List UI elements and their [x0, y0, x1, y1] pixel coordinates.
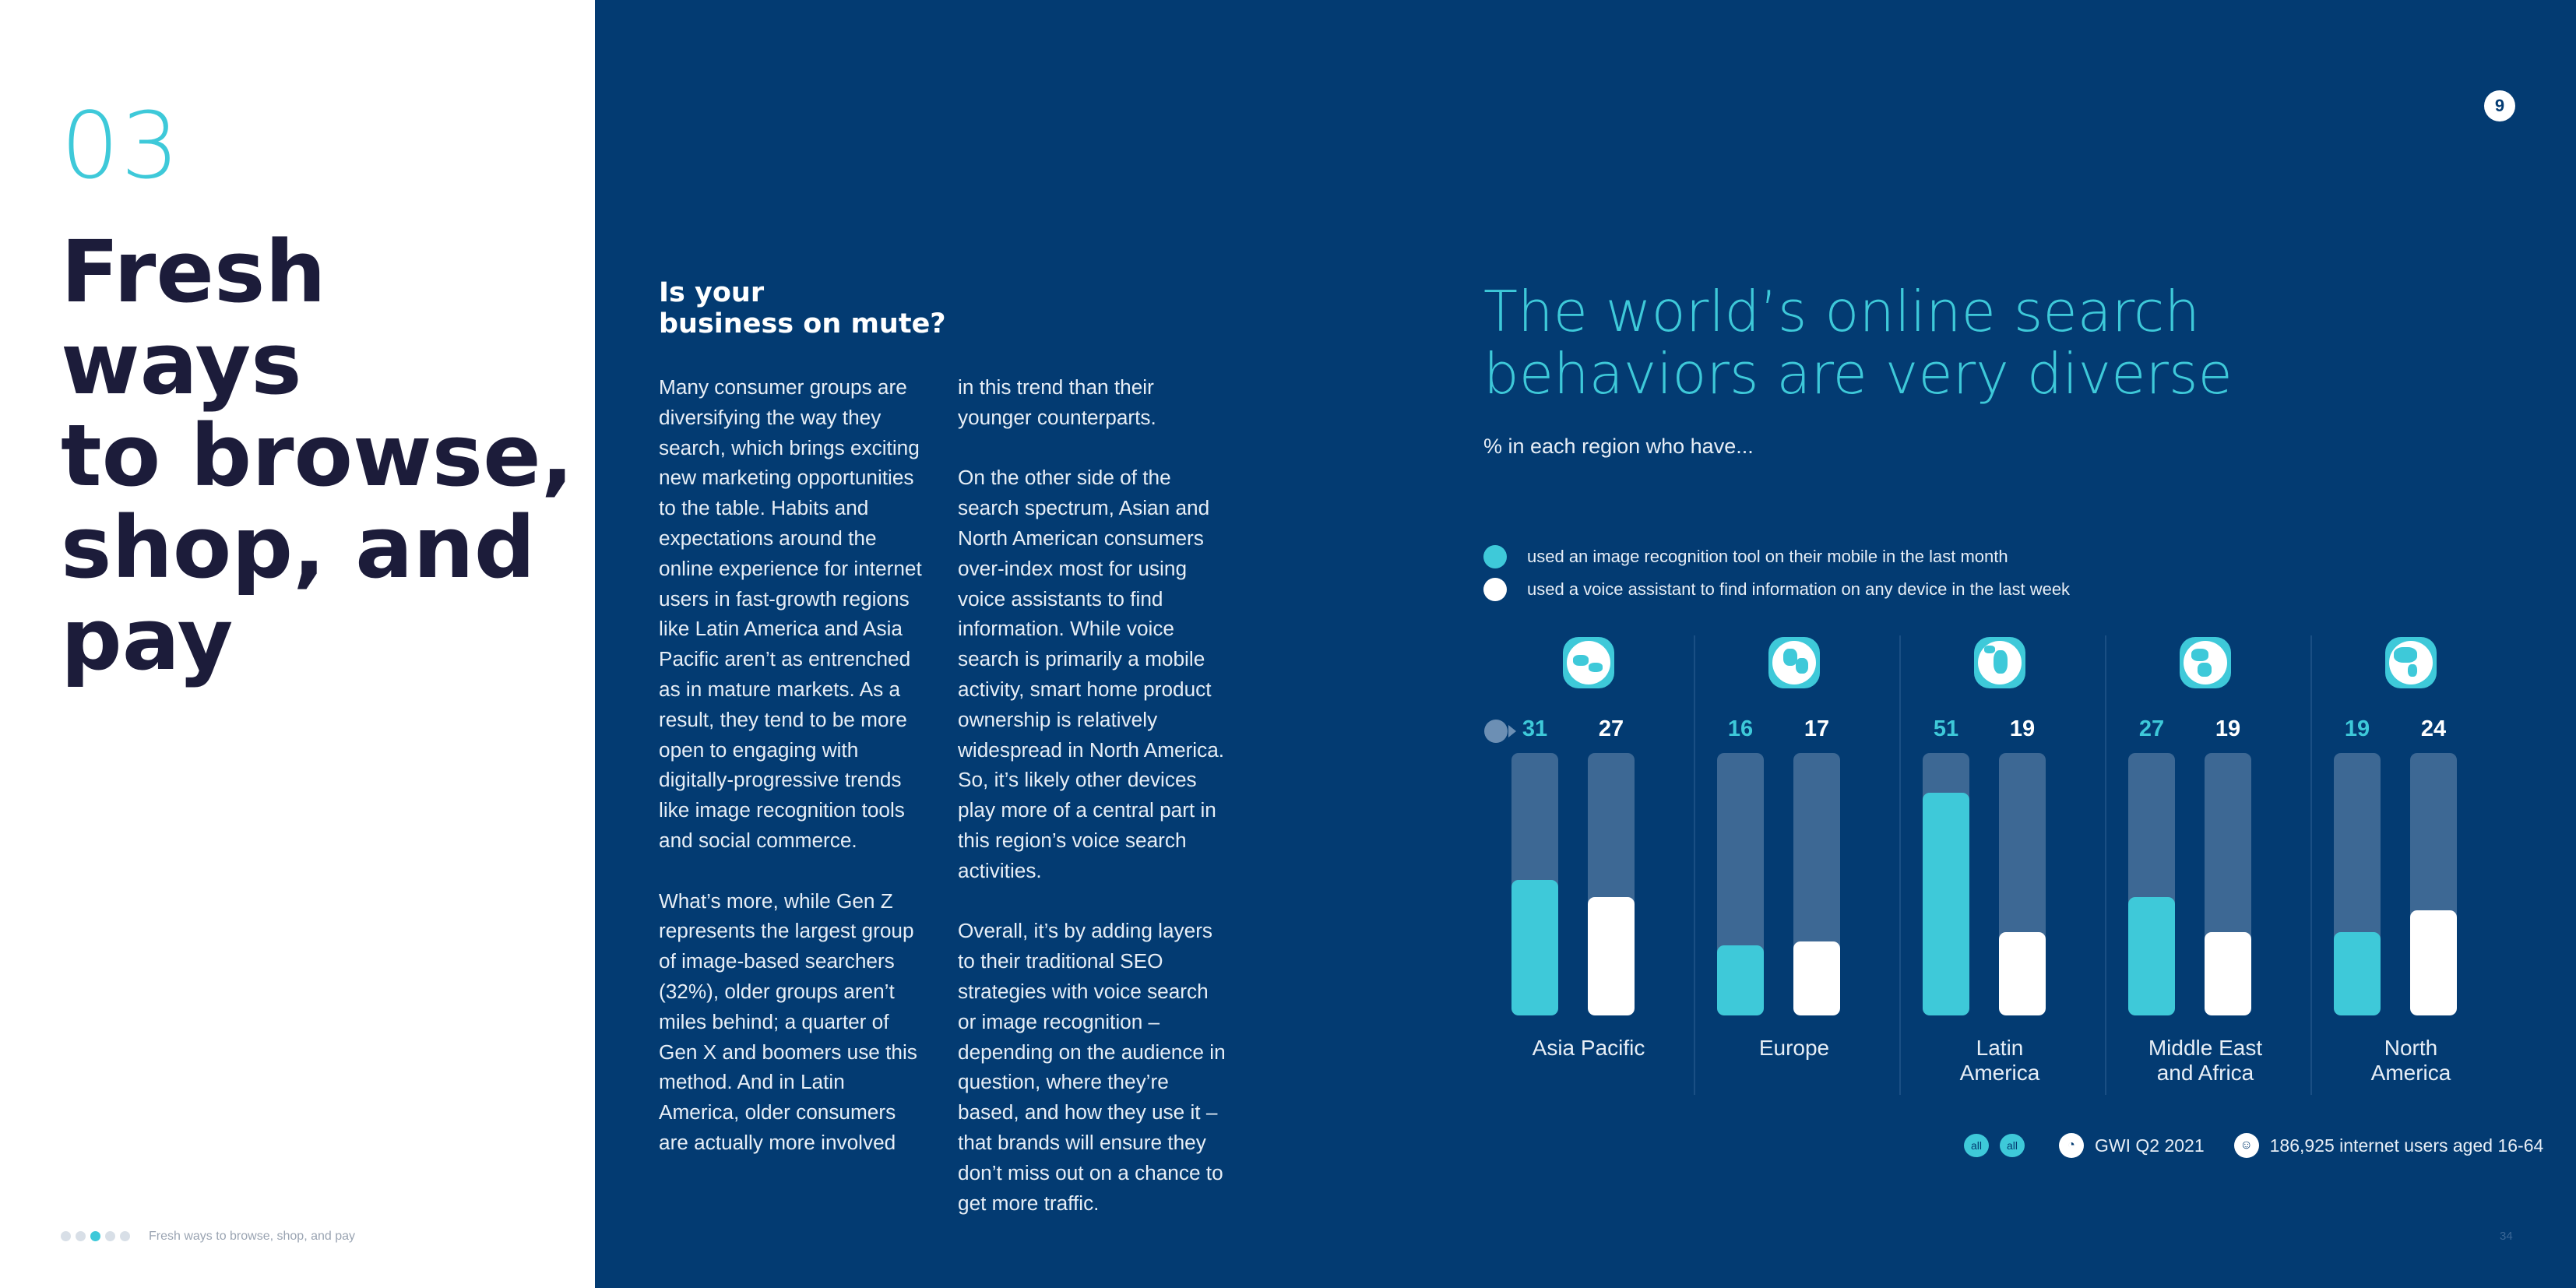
- chart-subtitle: % in each region who have...: [1483, 435, 1754, 458]
- heading-line: Is your: [659, 277, 765, 308]
- section-progress-dots: [61, 1231, 130, 1241]
- progress-dot[interactable]: [105, 1231, 115, 1241]
- category-label: [1495, 1036, 1682, 1061]
- category-label-line: Middle East: [2148, 1036, 2263, 1060]
- chart-title-line: The world’s online search: [1483, 279, 2201, 344]
- users-icon: ☺: [2234, 1133, 2259, 1158]
- bar-track: [2410, 753, 2457, 1015]
- article-column-1: [659, 372, 928, 1188]
- heading-line: business on mute?: [659, 308, 946, 340]
- bar: [2410, 910, 2457, 1015]
- category-label-line: America: [1959, 1061, 2040, 1085]
- category-label: [2317, 1036, 2504, 1086]
- globe-land: [2191, 649, 2208, 661]
- globe-icon: [1768, 637, 1820, 688]
- bar-track: [2334, 753, 2381, 1015]
- data-label: 31: [1522, 716, 1548, 741]
- title-line: shop, and: [61, 498, 536, 597]
- globe-land: [2198, 663, 2212, 677]
- globe-land: [2408, 664, 2417, 677]
- globe-icon: [2385, 637, 2437, 688]
- bar-track: [1717, 753, 1764, 1015]
- bar-track: [1793, 753, 1840, 1015]
- category-label-line: North: [2384, 1036, 2438, 1060]
- globe-icon: [1974, 637, 2025, 688]
- bar-track: [2205, 753, 2251, 1015]
- globe-ball: [1772, 641, 1816, 684]
- progress-dot[interactable]: [61, 1231, 71, 1241]
- section-number: 03: [61, 92, 181, 199]
- category-label-line: Latin: [1976, 1036, 2024, 1060]
- globe-land: [1994, 650, 2008, 674]
- bar-track: [1511, 753, 1558, 1015]
- category-label-line: and Africa: [2156, 1061, 2254, 1085]
- chart-title: [1483, 280, 2233, 405]
- category-label: [1701, 1036, 1888, 1061]
- data-label: 19: [2215, 716, 2241, 741]
- bar-track: [2128, 753, 2175, 1015]
- bar: [1999, 932, 2046, 1015]
- progress-dot-active[interactable]: [90, 1231, 100, 1241]
- category-label-line: Asia Pacific: [1532, 1036, 1645, 1060]
- globe-land: [1796, 658, 1808, 674]
- page-title: [61, 222, 590, 689]
- data-label: 51: [1933, 716, 1959, 741]
- globe-land: [2394, 647, 2417, 663]
- footer-section-title: Fresh ways to browse, shop, and pay: [149, 1230, 356, 1243]
- article-heading: [659, 277, 946, 340]
- title-line: pay: [61, 589, 234, 689]
- globe-icon: [1563, 637, 1614, 688]
- progress-dot[interactable]: [76, 1231, 86, 1241]
- category-label-line: Europe: [1758, 1036, 1830, 1060]
- bar-track: [1999, 753, 2046, 1015]
- bar: [1511, 880, 1558, 1015]
- title-line: ways: [61, 314, 302, 413]
- data-label: 16: [1727, 716, 1754, 741]
- bar: [2334, 932, 2381, 1015]
- title-line: Fresh: [61, 222, 326, 322]
- title-line: to browse,: [61, 406, 574, 505]
- legend-swatch-cyan: [1483, 545, 1507, 568]
- chapter-badge: 9: [2484, 90, 2515, 121]
- globe-land: [1573, 655, 1589, 666]
- paragraph: Overall, it’s by adding layers to their traditional SEO strategies with voice search or image recognition – depending on the audience in question, where they’re based, and how they use it – that brands will ensure they don’t miss out on a chance to get more traffic.: [958, 919, 1226, 1215]
- survey-label: GWI Q2 2021: [2095, 1135, 2205, 1156]
- page-number: 34: [2500, 1230, 2513, 1243]
- data-label: 19: [2344, 716, 2370, 741]
- bar-track: [1588, 753, 1635, 1015]
- bar: [1793, 941, 1840, 1015]
- globe-icon: [2180, 637, 2231, 688]
- progress-dot[interactable]: [120, 1231, 130, 1241]
- source-line: [1964, 1133, 2543, 1158]
- globe-ball: [2389, 641, 2433, 684]
- bar: [2205, 932, 2251, 1015]
- bar: [2128, 897, 2175, 1015]
- bar: [1923, 793, 1969, 1015]
- legend-label: used a voice assistant to find information on any device in the last week: [1527, 579, 2071, 599]
- data-label: 27: [1598, 716, 1624, 741]
- globe-land: [1984, 646, 1995, 653]
- paragraph: in this trend than their younger counterparts.: [958, 375, 1156, 429]
- category-label-line: America: [2370, 1061, 2451, 1085]
- globe-ball: [1978, 641, 2022, 684]
- category-label: [1906, 1036, 2093, 1086]
- globe-land: [1589, 663, 1603, 672]
- sample-label: 186,925 internet users aged 16-64: [2269, 1135, 2544, 1156]
- legend-label: used an image recognition tool on their mobile in the last month: [1527, 547, 2008, 566]
- data-label: 19: [2009, 716, 2036, 741]
- globe-ball: [2184, 641, 2227, 684]
- region-divider: [1694, 635, 1695, 1095]
- clock-icon: ◔: [2059, 1133, 2084, 1158]
- region-divider: [1899, 635, 1901, 1095]
- article-column-2: [958, 372, 1227, 1248]
- paragraph: What’s more, while Gen Z represents the largest group of image-based searchers (32%), older groups aren’t miles behind; a quarter of Gen X and boomers use this method. And in Latin America, older consumers are actually more involved: [659, 889, 917, 1154]
- globe-ball: [1567, 641, 1610, 684]
- paragraph: Many consumer groups are diversifying the way they search, which brings exciting new marketing opportunities to the table. Habits and expectations around the online experience for internet users in fast-growth regions like Latin America and Asia Pacific aren’t as entrenched as in mature markets. As a result, they tend to be more open to engaging with digitally-progressive trends like image recognition tools and social commerce.: [659, 375, 922, 852]
- data-label: 27: [2138, 716, 2165, 741]
- region-divider: [2310, 635, 2312, 1095]
- category-label: [2112, 1036, 2299, 1086]
- audience-icon: all: [2000, 1134, 2025, 1157]
- bar: [1588, 897, 1635, 1015]
- bar-track: [1923, 753, 1969, 1015]
- paragraph: On the other side of the search spectrum, Asian and North American consumers over-index most for using voice assistants to find information. While voice search is primarily a mobile activity, smart home product ownership is relatively widespread in North America. So, it’s likely other devices play more of a central part in this region’s voice search activities.: [958, 466, 1225, 882]
- legend-swatch-white: [1483, 578, 1507, 601]
- chart-title-line: behaviors are very diverse: [1483, 341, 2233, 406]
- region-divider: [2105, 635, 2106, 1095]
- audience-icon: all: [1964, 1134, 1989, 1157]
- bar: [1717, 945, 1764, 1015]
- legend-item-image-recognition: [1483, 545, 2008, 568]
- legend-item-voice-assistant: [1483, 578, 2070, 601]
- data-label: 24: [2420, 716, 2447, 741]
- data-label: 17: [1804, 716, 1830, 741]
- left-panel: [0, 0, 595, 1288]
